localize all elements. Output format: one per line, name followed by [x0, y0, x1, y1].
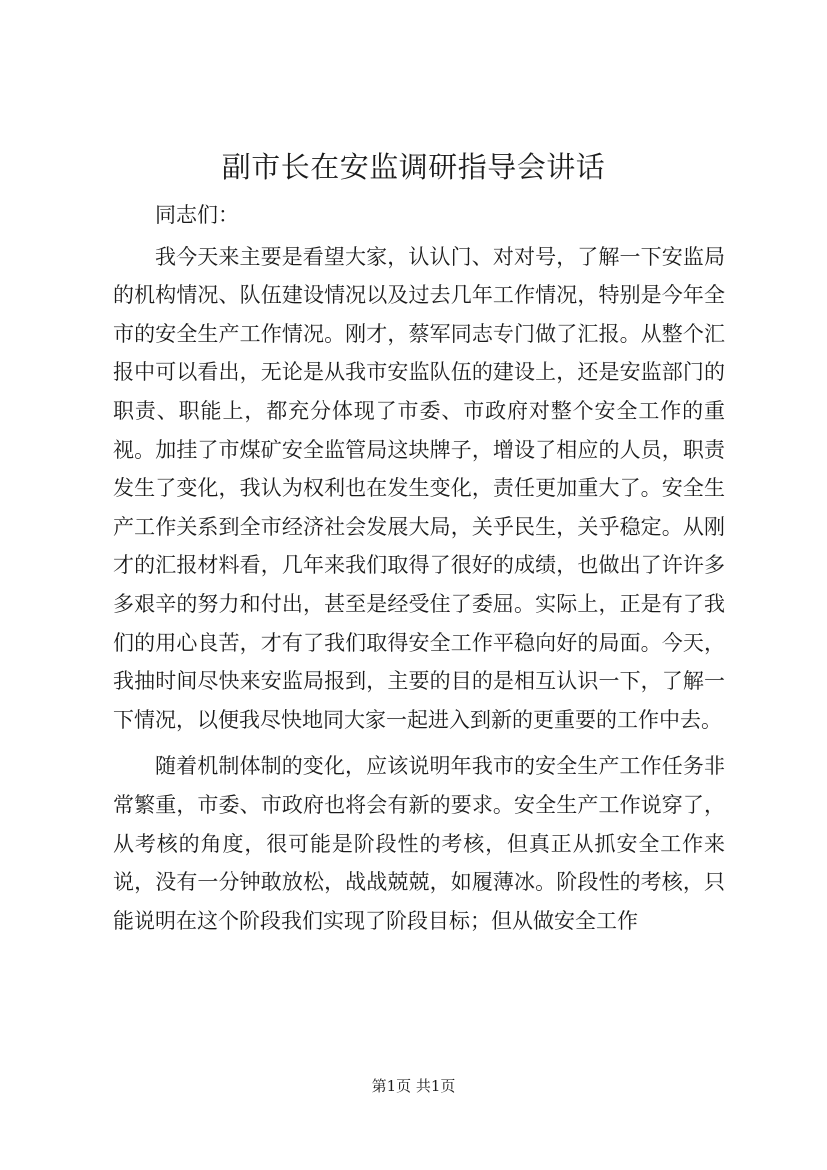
paragraph-1: 我今天来主要是看望大家，认认门、对对号，了解一下安监局的机构情况、队伍建设情况以及过去几年工作情况，特别是今年全市的安全生产工作情况。刚才，蔡军同志专门做了汇报。从整个汇报中可以看出，无论是从我市安监队伍的建设上，还是安监部门的职责、职能上，都充分体现了市委、市政府对整个安全工作的重视。加挂了市煤矿安全监管局这块牌子，增设了相应的人员，职责发生了变化，我认为权利也在发生变化，责任更加重大了。安全生产工作关系到全市经济社会发展大局，关乎民生，关乎稳定。从刚才的汇报材料看，几年来我们取得了很好的成绩，也做出了许许多多艰辛的努力和付出，甚至是经受住了委屈。实际上，正是有了我们的用心良苦，才有了我们取得安全工作平稳向好的局面。今天，我抽时间尽快来安监局报到，主要的目的是相互认识一下，了解一下情况，以便我尽快地同大家一起进入到新的更重要的工作中去。 — [113, 244, 725, 732]
salutation: 同志们： — [155, 203, 239, 227]
document-body — [113, 196, 725, 948]
document-title: 副市长在安监调研指导会讲话 — [221, 150, 606, 184]
page-footer: 第1页 共1页 — [371, 1077, 456, 1095]
paragraph-2: 随着机制体制的变化，应该说明年我市的安全生产工作任务非常繁重，市委、市政府也将会有新的要求。安全生产工作说穿了，从考核的角度，很可能是阶段性的考核，但真正从抓安全工作来说，没有一分钟敢放松，战战兢兢，如履薄冰。阶段性的考核，只能说明在这个阶段我们实现了阶段目标；但从做安全工作 — [113, 754, 725, 933]
